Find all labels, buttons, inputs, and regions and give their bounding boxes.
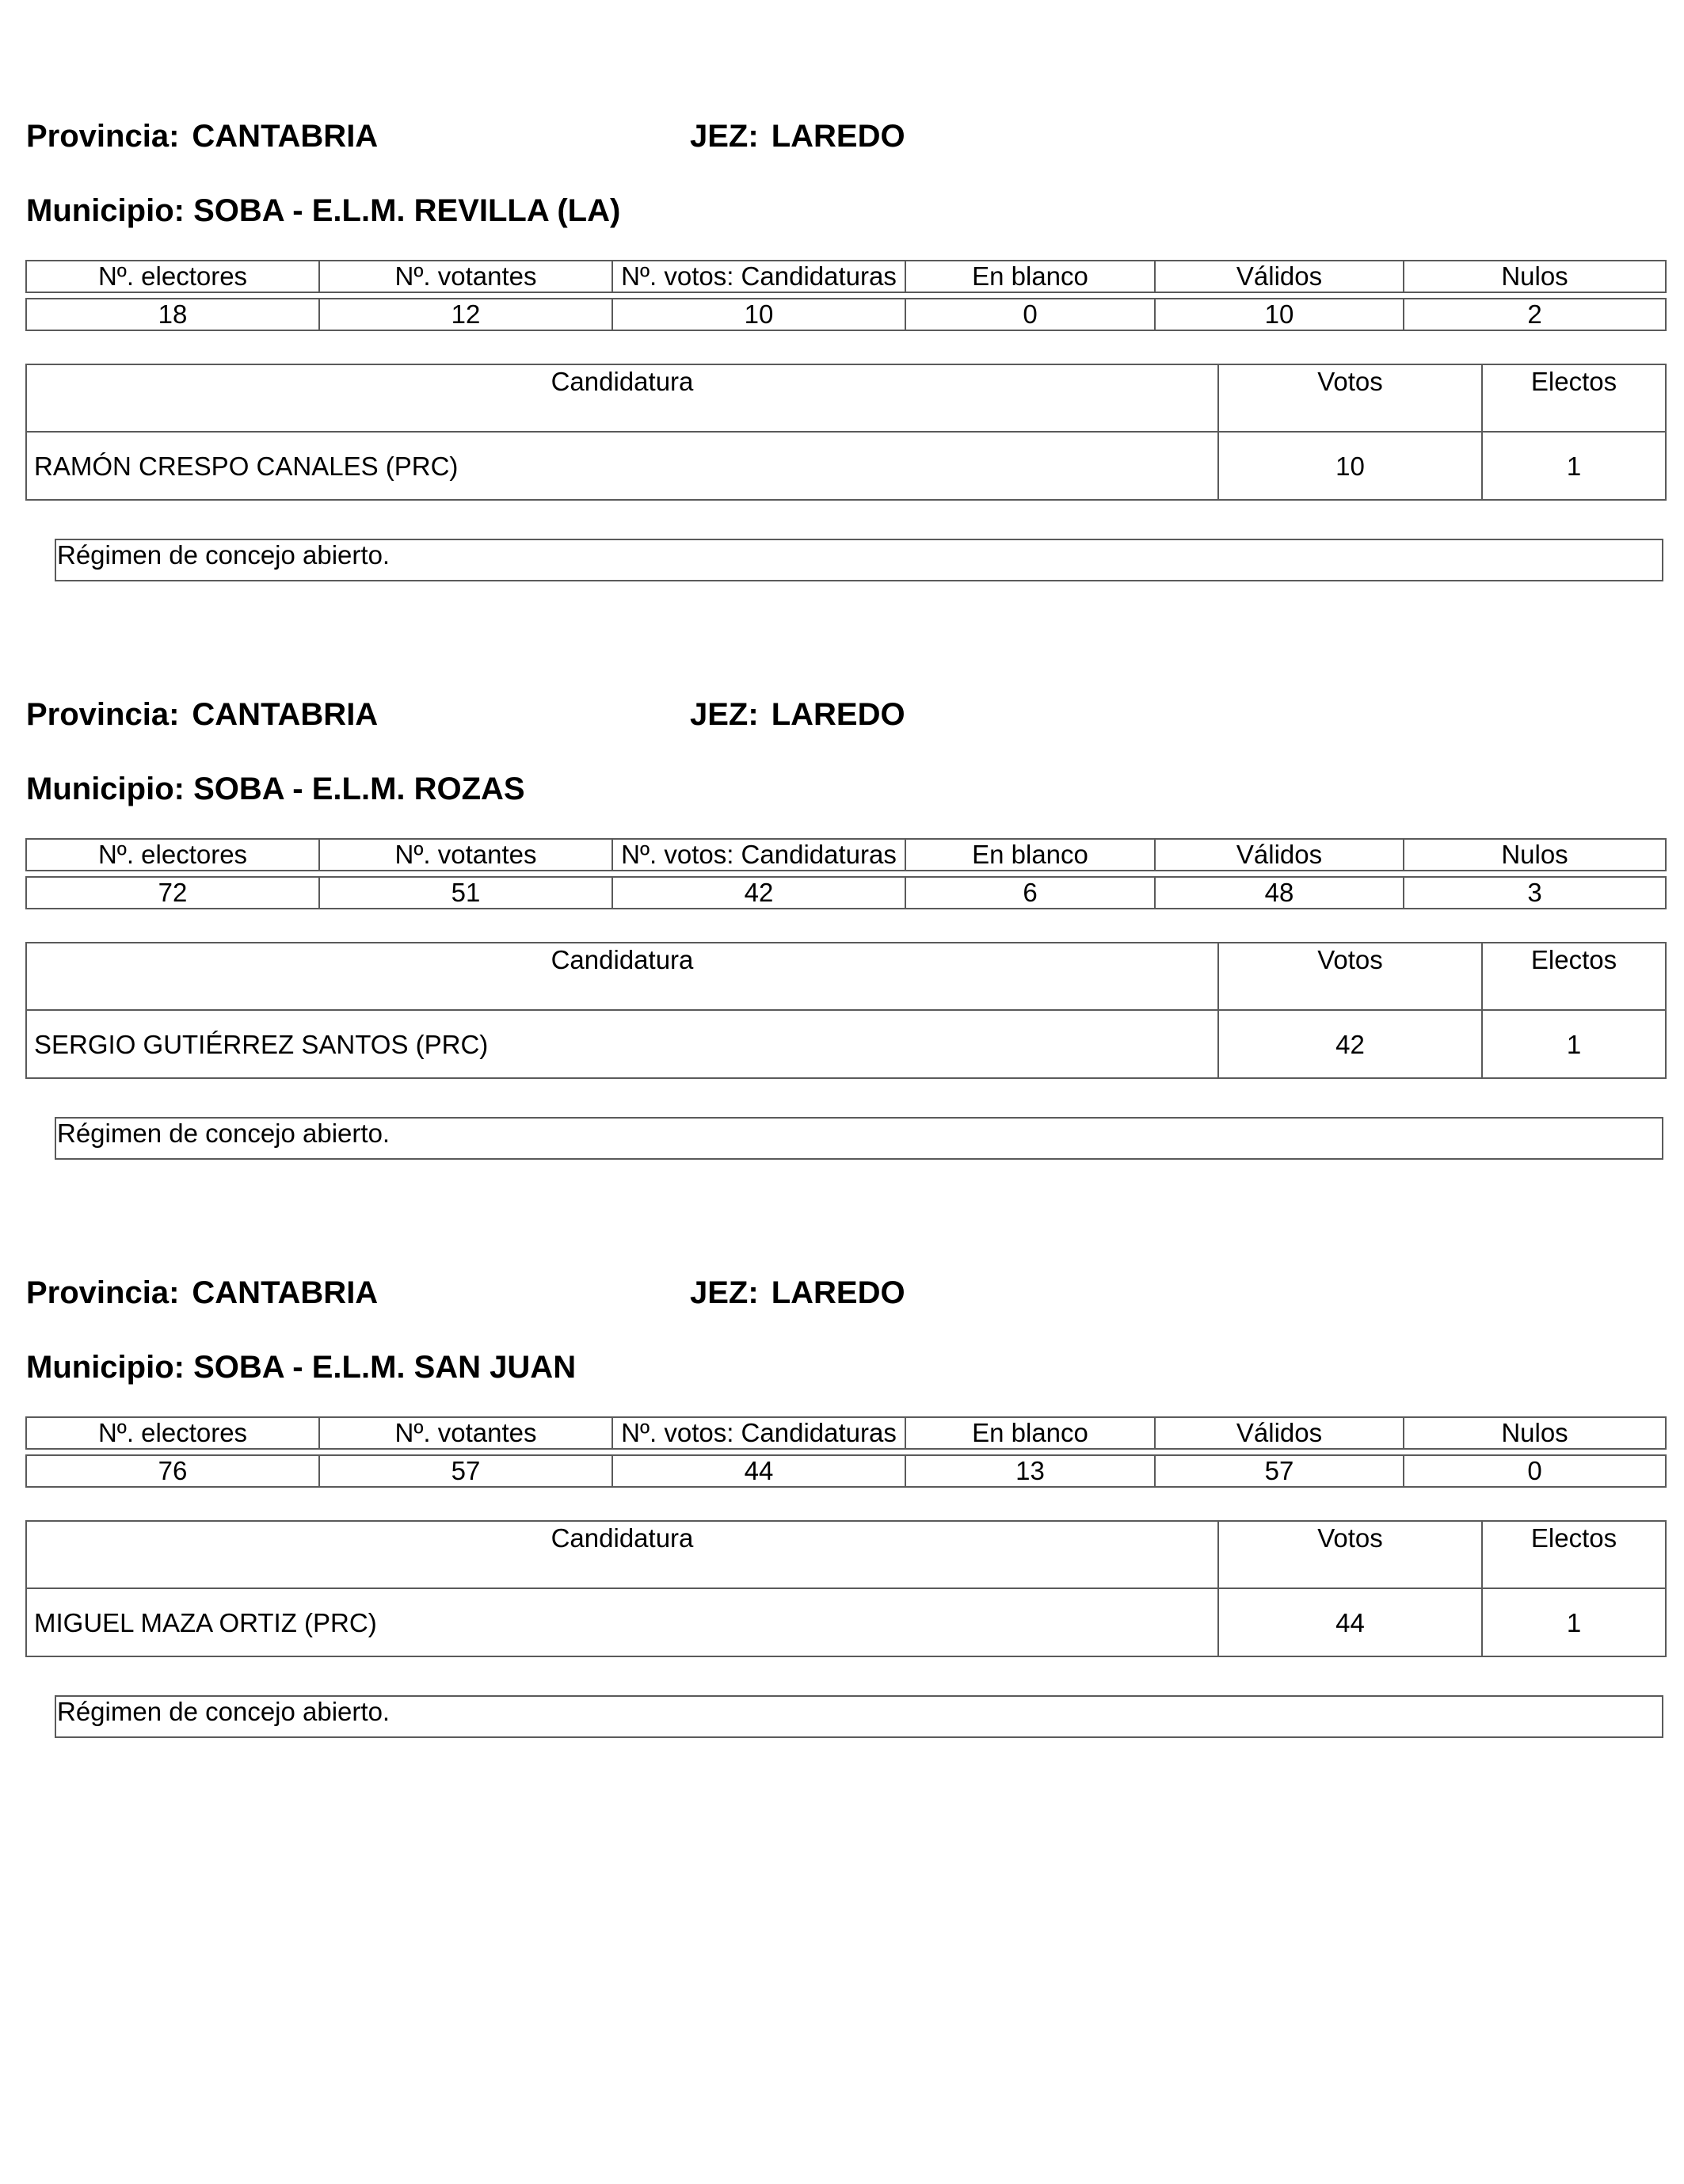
- stats-value-electores: 18: [26, 299, 319, 330]
- stats-spacer: [26, 1449, 1666, 1455]
- candidate-row: [26, 1588, 1666, 1656]
- stats-header-nulos: Nulos: [1404, 839, 1666, 871]
- stats-value-votos-candidaturas: 42: [612, 877, 905, 909]
- stats-header-row: [26, 261, 1666, 292]
- candidates-header-row: [26, 364, 1666, 432]
- stats-value-row: [26, 1455, 1666, 1487]
- stats-table: [25, 260, 1667, 331]
- header-candidatura: Candidatura: [26, 943, 1218, 1010]
- stats-header-validos: Válidos: [1155, 839, 1404, 871]
- candidate-votos: 42: [1218, 1010, 1482, 1078]
- stats-value-en-blanco: 0: [905, 299, 1155, 330]
- candidate-name: SERGIO GUTIÉRREZ SANTOS (PRC): [26, 1010, 1218, 1078]
- stats-header-votantes: Nº. votantes: [319, 1417, 612, 1449]
- jez-label: JEZ:: [690, 697, 759, 732]
- stats-spacer: [26, 871, 1666, 877]
- jez-value: LAREDO: [771, 697, 905, 732]
- jez-heading: [690, 1277, 905, 1309]
- stats-value-electores: 76: [26, 1455, 319, 1487]
- stats-header-en-blanco: En blanco: [905, 1417, 1155, 1449]
- stats-table: [25, 838, 1667, 909]
- stats-header-votos-candidaturas: Nº. votos: Candidaturas: [612, 839, 905, 871]
- header-electos: Electos: [1482, 364, 1666, 432]
- municipio-heading: [26, 773, 525, 805]
- provincia-value: CANTABRIA: [192, 119, 379, 154]
- candidates-table: [25, 364, 1667, 501]
- stats-header-nulos: Nulos: [1404, 261, 1666, 292]
- stats-value-votantes: 12: [319, 299, 612, 330]
- municipality-block: [0, 578, 1684, 1157]
- municipio-label: Municipio:: [26, 772, 185, 806]
- stats-value-validos: 57: [1155, 1455, 1404, 1487]
- candidate-electos: 1: [1482, 1588, 1666, 1656]
- stats-value-votos-candidaturas: 44: [612, 1455, 905, 1487]
- jez-value: LAREDO: [771, 119, 905, 154]
- stats-spacer: [26, 292, 1666, 299]
- stats-value-votos-candidaturas: 10: [612, 299, 905, 330]
- municipality-block: [0, 1157, 1684, 1735]
- stats-value-votantes: 51: [319, 877, 612, 909]
- provincia-heading: [26, 1277, 378, 1309]
- stats-header-row: [26, 839, 1666, 871]
- header-votos: Votos: [1218, 1521, 1482, 1588]
- candidate-votos: 44: [1218, 1588, 1482, 1656]
- stats-value-en-blanco: 13: [905, 1455, 1155, 1487]
- jez-value: LAREDO: [771, 1275, 905, 1310]
- stats-header-votantes: Nº. votantes: [319, 261, 612, 292]
- header-votos: Votos: [1218, 943, 1482, 1010]
- candidate-votos: 10: [1218, 432, 1482, 500]
- provincia-value: CANTABRIA: [192, 697, 379, 732]
- jez-label: JEZ:: [690, 1275, 759, 1310]
- stats-value-row: [26, 299, 1666, 330]
- stats-value-row: [26, 877, 1666, 909]
- regimen-note: Régimen de concejo abierto.: [55, 539, 1663, 581]
- candidates-table: [25, 1520, 1667, 1657]
- provincia-heading: [26, 120, 378, 152]
- header-electos: Electos: [1482, 1521, 1666, 1588]
- stats-header-electores: Nº. electores: [26, 839, 319, 871]
- stats-header-votos-candidaturas: Nº. votos: Candidaturas: [612, 261, 905, 292]
- stats-header-electores: Nº. electores: [26, 1417, 319, 1449]
- candidate-name: RAMÓN CRESPO CANALES (PRC): [26, 432, 1218, 500]
- stats-value-validos: 48: [1155, 877, 1404, 909]
- jez-label: JEZ:: [690, 119, 759, 154]
- stats-header-nulos: Nulos: [1404, 1417, 1666, 1449]
- stats-value-nulos: 2: [1404, 299, 1666, 330]
- municipio-heading: [26, 195, 620, 227]
- municipio-value: SOBA - E.L.M. SAN JUAN: [193, 1350, 577, 1385]
- stats-header-en-blanco: En blanco: [905, 839, 1155, 871]
- provincia-label: Provincia:: [26, 1275, 180, 1310]
- stats-value-electores: 72: [26, 877, 319, 909]
- provincia-label: Provincia:: [26, 119, 180, 154]
- candidate-electos: 1: [1482, 432, 1666, 500]
- municipio-value: SOBA - E.L.M. REVILLA (LA): [193, 193, 621, 228]
- stats-header-votos-candidaturas: Nº. votos: Candidaturas: [612, 1417, 905, 1449]
- stats-header-votantes: Nº. votantes: [319, 839, 612, 871]
- stats-value-votantes: 57: [319, 1455, 612, 1487]
- candidate-row: [26, 432, 1666, 500]
- stats-header-electores: Nº. electores: [26, 261, 319, 292]
- stats-header-validos: Válidos: [1155, 261, 1404, 292]
- municipio-heading: [26, 1351, 576, 1383]
- stats-value-nulos: 3: [1404, 877, 1666, 909]
- stats-table: [25, 1416, 1667, 1488]
- candidate-electos: 1: [1482, 1010, 1666, 1078]
- jez-heading: [690, 699, 905, 730]
- candidates-header-row: [26, 943, 1666, 1010]
- jez-heading: [690, 120, 905, 152]
- stats-header-en-blanco: En blanco: [905, 261, 1155, 292]
- candidate-name: MIGUEL MAZA ORTIZ (PRC): [26, 1588, 1218, 1656]
- regimen-note: Régimen de concejo abierto.: [55, 1695, 1663, 1738]
- provincia-value: CANTABRIA: [192, 1275, 379, 1310]
- municipio-value: SOBA - E.L.M. ROZAS: [193, 772, 525, 806]
- stats-value-nulos: 0: [1404, 1455, 1666, 1487]
- candidates-header-row: [26, 1521, 1666, 1588]
- stats-value-en-blanco: 6: [905, 877, 1155, 909]
- header-votos: Votos: [1218, 364, 1482, 432]
- municipio-label: Municipio:: [26, 1350, 185, 1385]
- regimen-note: Régimen de concejo abierto.: [55, 1117, 1663, 1160]
- municipality-block: [0, 0, 1684, 578]
- candidates-table: [25, 942, 1667, 1079]
- stats-header-row: [26, 1417, 1666, 1449]
- header-candidatura: Candidatura: [26, 1521, 1218, 1588]
- candidate-row: [26, 1010, 1666, 1078]
- provincia-label: Provincia:: [26, 697, 180, 732]
- stats-value-validos: 10: [1155, 299, 1404, 330]
- header-candidatura: Candidatura: [26, 364, 1218, 432]
- municipio-label: Municipio:: [26, 193, 185, 228]
- stats-header-validos: Válidos: [1155, 1417, 1404, 1449]
- header-electos: Electos: [1482, 943, 1666, 1010]
- provincia-heading: [26, 699, 378, 730]
